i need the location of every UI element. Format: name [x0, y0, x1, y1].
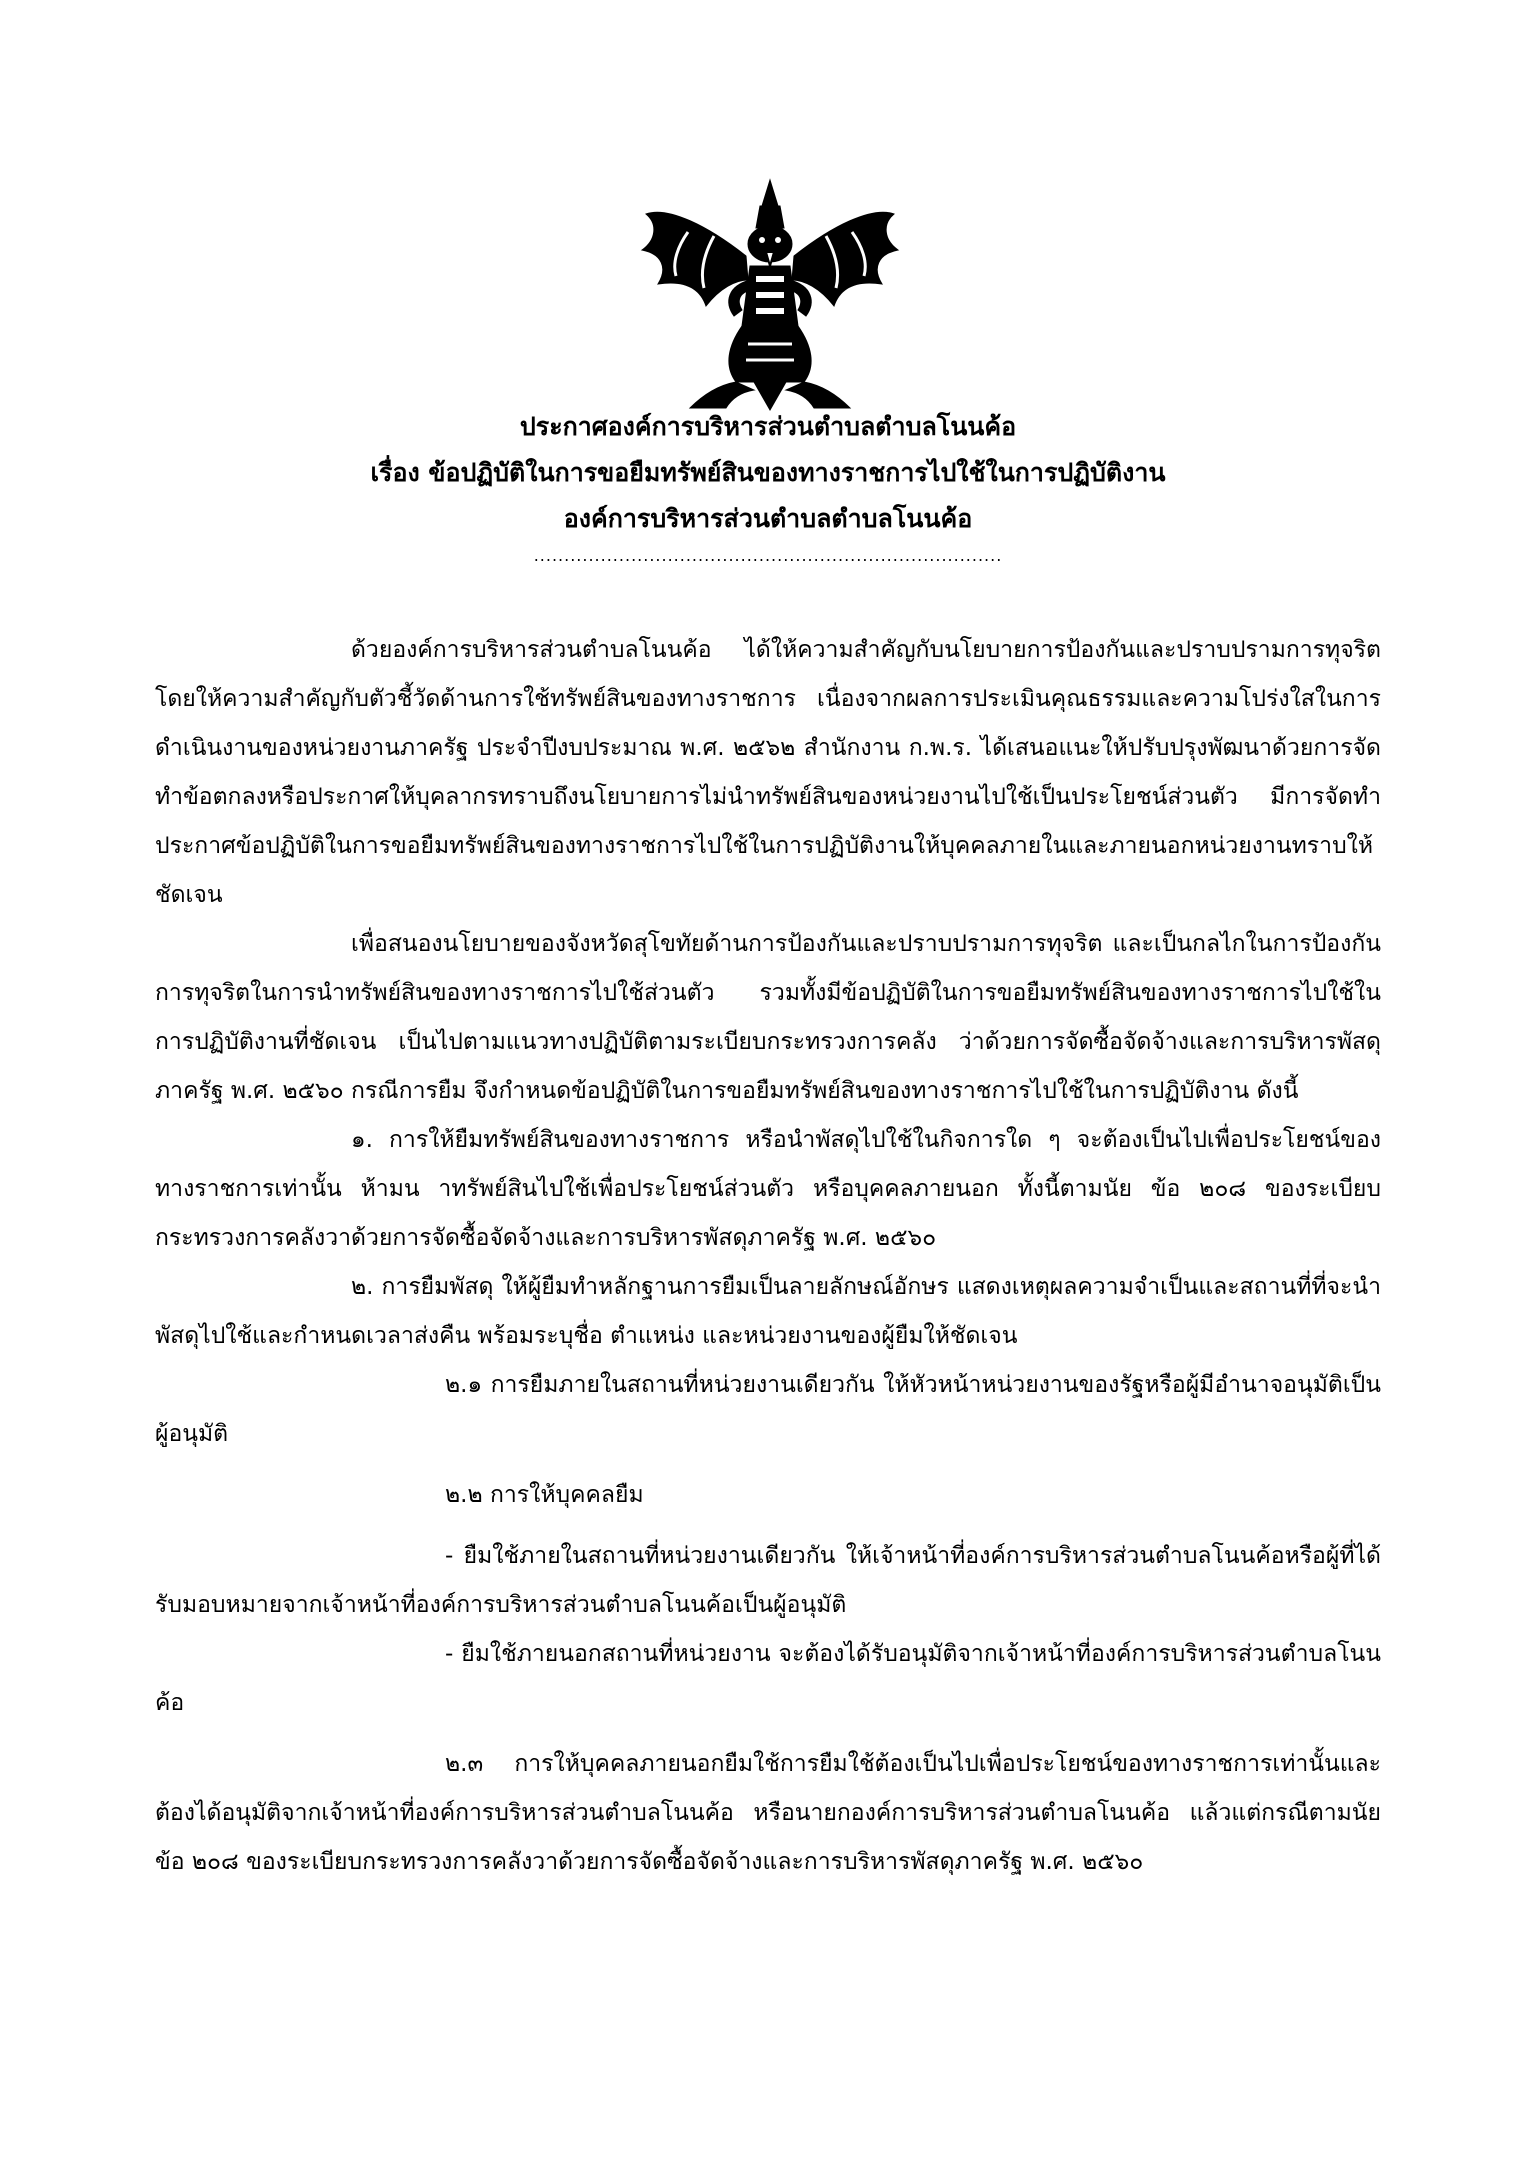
clause-2-3: ๒.๓ การให้บุคคลภายนอกยืมใช้การยืมใช้ต้องเป็นไปเพื่อประโยชน์ของทางราชการเท่านั้นและต้องได้อนุมัติจากเจ้าหน้าที่องค์การบริหารส่วนตำบลโนนค้อ หรือนายกองค์การบริหารส่วนตำบลโนนค้อ แล้วแต่กรณีตามนัยข้อ ๒๐๘ ของระเบียบกระทรวงการคลังวาด้วยการจัดซื้อจัดจ้างและการบริหารพัสดุภาครัฐ พ.ศ. ๒๕๖๐	[155, 1751, 1381, 1875]
clause-2-2-internal: - ยืมใช้ภายในสถานที่หน่วยงานเดียวกัน ให้เจ้าหน้าที่องค์การบริหารส่วนตำบลโนนค้อหรือผู้ที่ได้รับมอบหมายจากเจ้าหน้าที่องค์การบริหารส่วนตำบลโนนค้อเป็นผู้อนุมัติ	[155, 1543, 1381, 1618]
clause-2-2-external: - ยืมใช้ภายนอกสถานที่หน่วยงาน จะต้องได้รับอนุมัติจากเจ้าหน้าที่องค์การบริหารส่วนตำบลโนนค้อ	[155, 1641, 1381, 1716]
dotted-separator: .............................................................................	[533, 546, 1003, 565]
clause-1: ๑. การให้ยืมทรัพย์สินของทางราชการ หรือนำพัสดุไปใช้ในกิจการใด ๆ จะต้องเป็นไปเพื่อประโยชน์ของทางราชการเท่านั้น ห้ามน าทรัพย์สินไปใช้เพื่อประโยชน์ส่วนตัว หรือบุคคลภายนอก ทั้งนี้ตามนัย ข้อ ๒๐๘ ของระเบียบกระทรวงการคลังวาด้วยการจัดซื้อจัดจ้างและการบริหารพัสดุภาครัฐ พ.ศ. ๒๕๖๐	[155, 1127, 1381, 1251]
announcement-title: ประกาศองค์การบริหารส่วนตำบลตำบลโนนค้อ	[519, 412, 1017, 441]
garuda-emblem-icon	[628, 176, 912, 412]
announcement-subject: เรื่อง ข้อปฏิบัติในการขอยืมทรัพย์สินของทางราชการไปใช้ในการปฏิบัติงาน	[370, 458, 1166, 487]
document-body	[155, 626, 1381, 1887]
organization-name: องค์การบริหารส่วนตำบลตำบลโนนค้อ	[563, 504, 973, 533]
clause-2-1: ๒.๑ การยืมภายในสถานที่หน่วยงานเดียวกัน ให้หัวหน้าหน่วยงานของรัฐหรือผู้มีอำนาจอนุมัติเป็นผู้อนุมัติ	[155, 1372, 1381, 1447]
paragraph-purpose: เพื่อสนองนโยบายของจังหวัดสุโขทัยด้านการป้องกันและปราบปรามการทุจริต และเป็นกลไกในการป้องกันการทุจริตในการนำทรัพย์สินของทางราชการไปใช้ส่วนตัว รวมทั้งมีข้อปฏิบัติในการขอยืมทรัพย์สินของทางราชการไปใช้ในการปฏิบัติงานที่ชัดเจน เป็นไปตามแนวทางปฏิบัติตามระเบียบกระทรวงการคลัง ว่าด้วยการจัดซื้อจัดจ้างและการบริหารพัสดุภาครัฐ พ.ศ. ๒๕๖๐ กรณีการยืม จึงกำหนดข้อปฏิบัติในการขอยืมทรัพย์สินของทางราชการไปใช้ในการปฏิบัติงาน ดังนี้	[155, 931, 1381, 1104]
clause-2-2: ๒.๒ การให้บุคคลยืม	[445, 1482, 644, 1508]
paragraph-intro: ด้วยองค์การบริหารส่วนตำบลโนนค้อ ได้ให้ความสำคัญกับนโยบายการป้องกันและปราบปรามการทุจริตโดยให้ความสำคัญกับตัวชี้วัดด้านการใช้ทรัพย์สินของทางราชการ เนื่องจากผลการประเมินคุณธรรมและความโปร่งใสในการดำเนินงานของหน่วยงานภาครัฐ ประจำปีงบประมาณ พ.ศ. ๒๕๖๒ สำนักงาน ก.พ.ร. ได้เสนอแนะให้ปรับปรุงพัฒนาด้วยการจัดทำข้อตกลงหรือประกาศให้บุคลากรทราบถึงนโยบายการไม่นำทรัพย์สินของหน่วยงานไปใช้เป็นประโยชน์ส่วนตัว มีการจัดทำประกาศข้อปฏิบัติในการขอยืมทรัพย์สินของทางราชการไปใช้ในการปฏิบัติงานให้บุคคลภายในและภายนอกหน่วยงานทราบให้ชัดเจน	[155, 637, 1381, 908]
clause-2: ๒. การยืมพัสดุ ให้ผู้ยืมทำหลักฐานการยืมเป็นลายลักษณ์อักษร แสดงเหตุผลความจำเป็นและสถานที่ที่จะนำพัสดุไปใช้และกำหนดเวลาส่งคืน พร้อมระบุชื่อ ตำแหน่ง และหน่วยงานของผู้ยืมให้ชัดเจน	[155, 1274, 1381, 1349]
